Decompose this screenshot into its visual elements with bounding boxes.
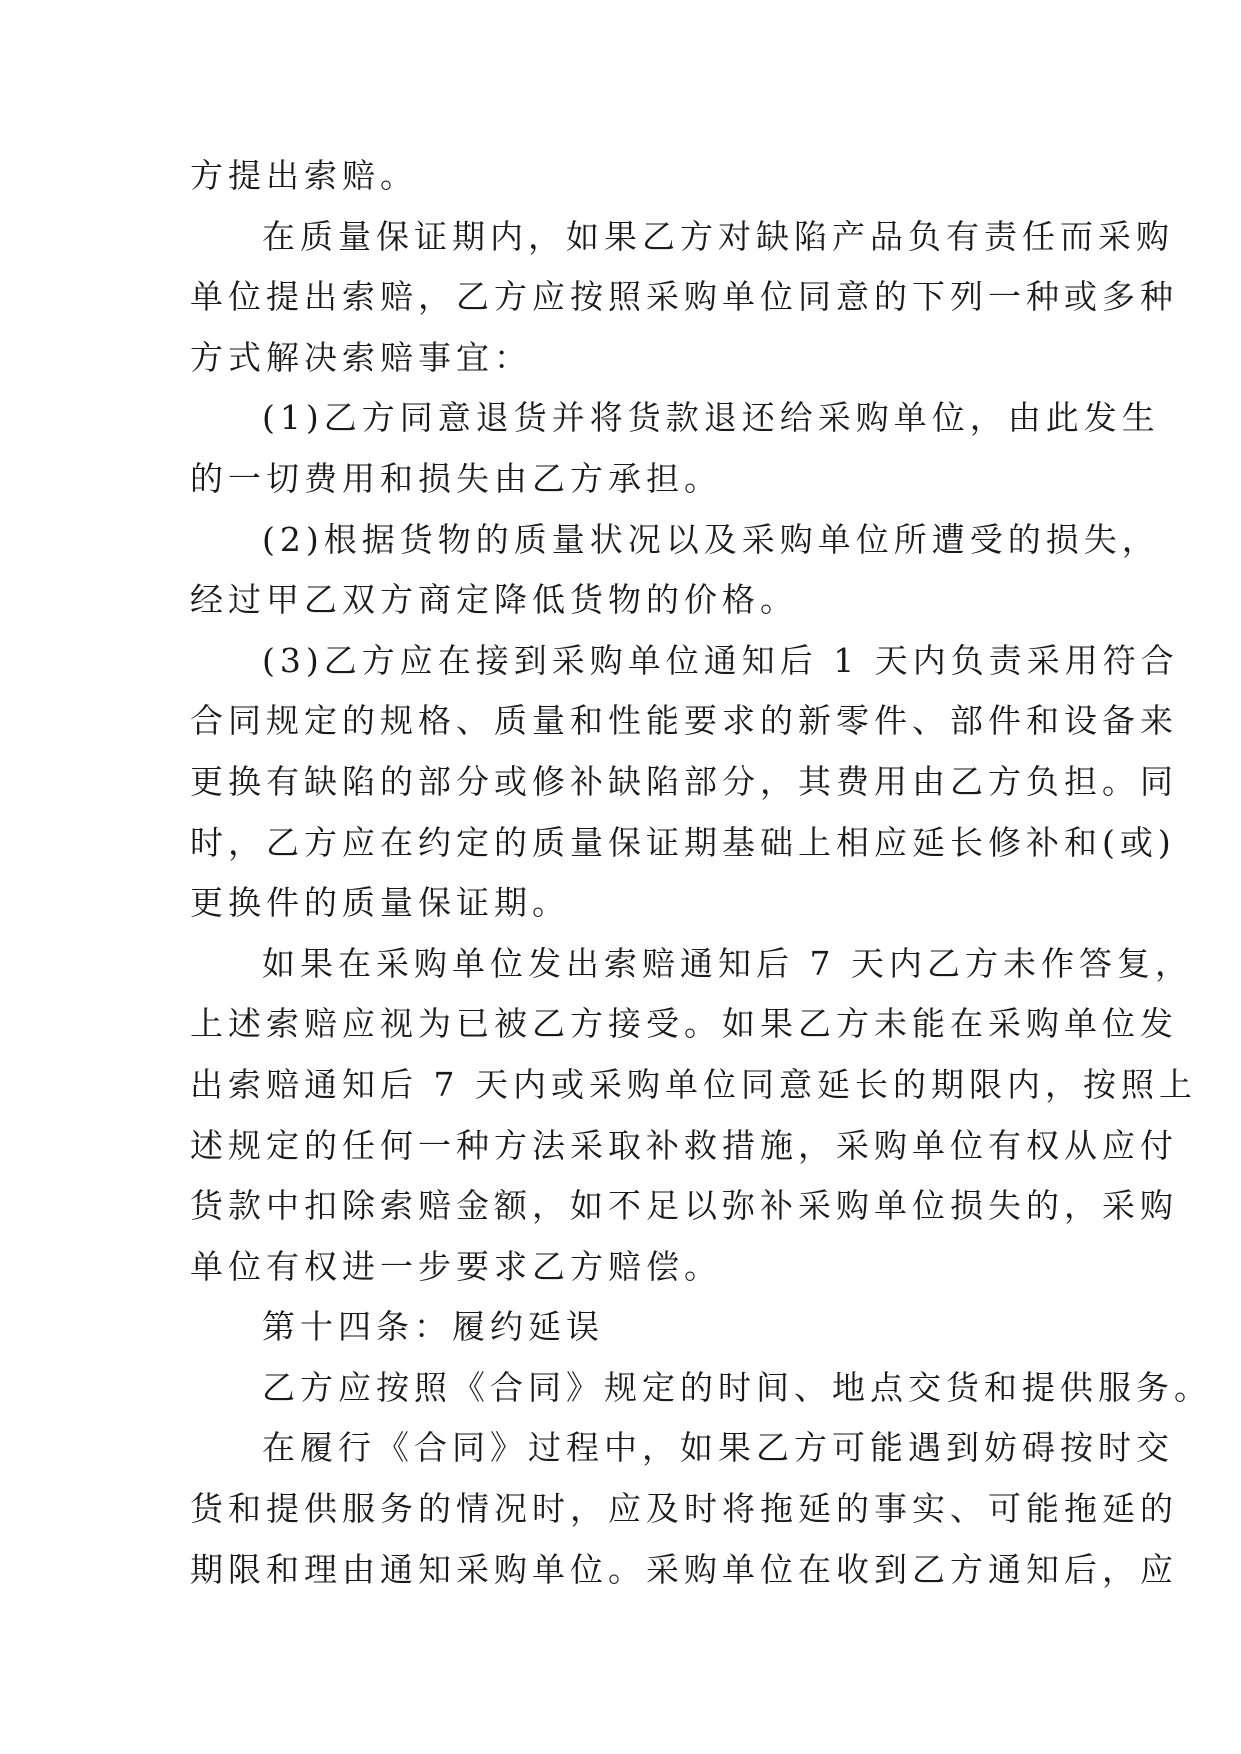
text-line: 单位有权进一步要求乙方赔偿。 — [190, 1246, 722, 1286]
text-line: 方提出索赔。 — [190, 156, 418, 195]
text-line: 货和提供服务的情况时，应及时将拖延的事实、可能拖延的 — [190, 1489, 1178, 1529]
list-item-1: (1)乙方同意退货并将货款退还给采购单位，由此发生 — [262, 398, 1160, 438]
text-line: 方式解决索赔事宜： — [190, 337, 532, 377]
text-line: 货款中扣除索赔金额，如不足以弥补采购单位损失的，采购 — [190, 1186, 1178, 1226]
text-line: 合同规定的规格、质量和性能要求的新零件、部件和设备来 — [190, 701, 1178, 741]
text-line: 经过甲乙双方商定降低货物的价格。 — [190, 580, 798, 620]
text-line: 时，乙方应在约定的质量保证期基础上相应延长修补和(或) — [190, 822, 1176, 862]
list-item-3: (3)乙方应在接到采购单位通知后 1 天内负责采用符合 — [262, 640, 1179, 680]
text-line: 更换件的质量保证期。 — [190, 883, 570, 923]
document-body — [190, 146, 1212, 1600]
text-line: 上述索赔应视为已被乙方接受。如果乙方未能在采购单位发 — [190, 1004, 1178, 1044]
section-heading: 第十四条：履约延误 — [262, 1307, 604, 1347]
text-line: 期限和理由通知采购单位。采购单位在收到乙方通知后，应 — [190, 1549, 1178, 1589]
paragraph-first-line: 在履行《合同》过程中，如果乙方可能遇到妨碍按时交 — [262, 1428, 1174, 1468]
text-line: 述规定的任何一种方法采取补救措施，采购单位有权从应付 — [190, 1125, 1178, 1165]
paragraph-first-line: 如果在采购单位发出索赔通知后 7 天内乙方未作答复， — [262, 943, 1193, 983]
text-line: 出索赔通知后 7 天内或采购单位同意延长的期限内，按照上 — [190, 1064, 1197, 1104]
list-item-2: (2)根据货物的质量状况以及采购单位所遭受的损失， — [262, 519, 1160, 559]
paragraph-first-line: 在质量保证期内，如果乙方对缺陷产品负有责任而采购 — [262, 216, 1174, 256]
text-line: 的一切费用和损失由乙方承担。 — [190, 458, 722, 498]
text-line: 单位提出索赔，乙方应按照采购单位同意的下列一种或多种 — [190, 277, 1178, 317]
paragraph-first-line: 乙方应按照《合同》规定的时间、地点交货和提供服务。 — [262, 1367, 1212, 1407]
text-line: 更换有缺陷的部分或修补缺陷部分，其费用由乙方负担。同 — [190, 761, 1178, 801]
